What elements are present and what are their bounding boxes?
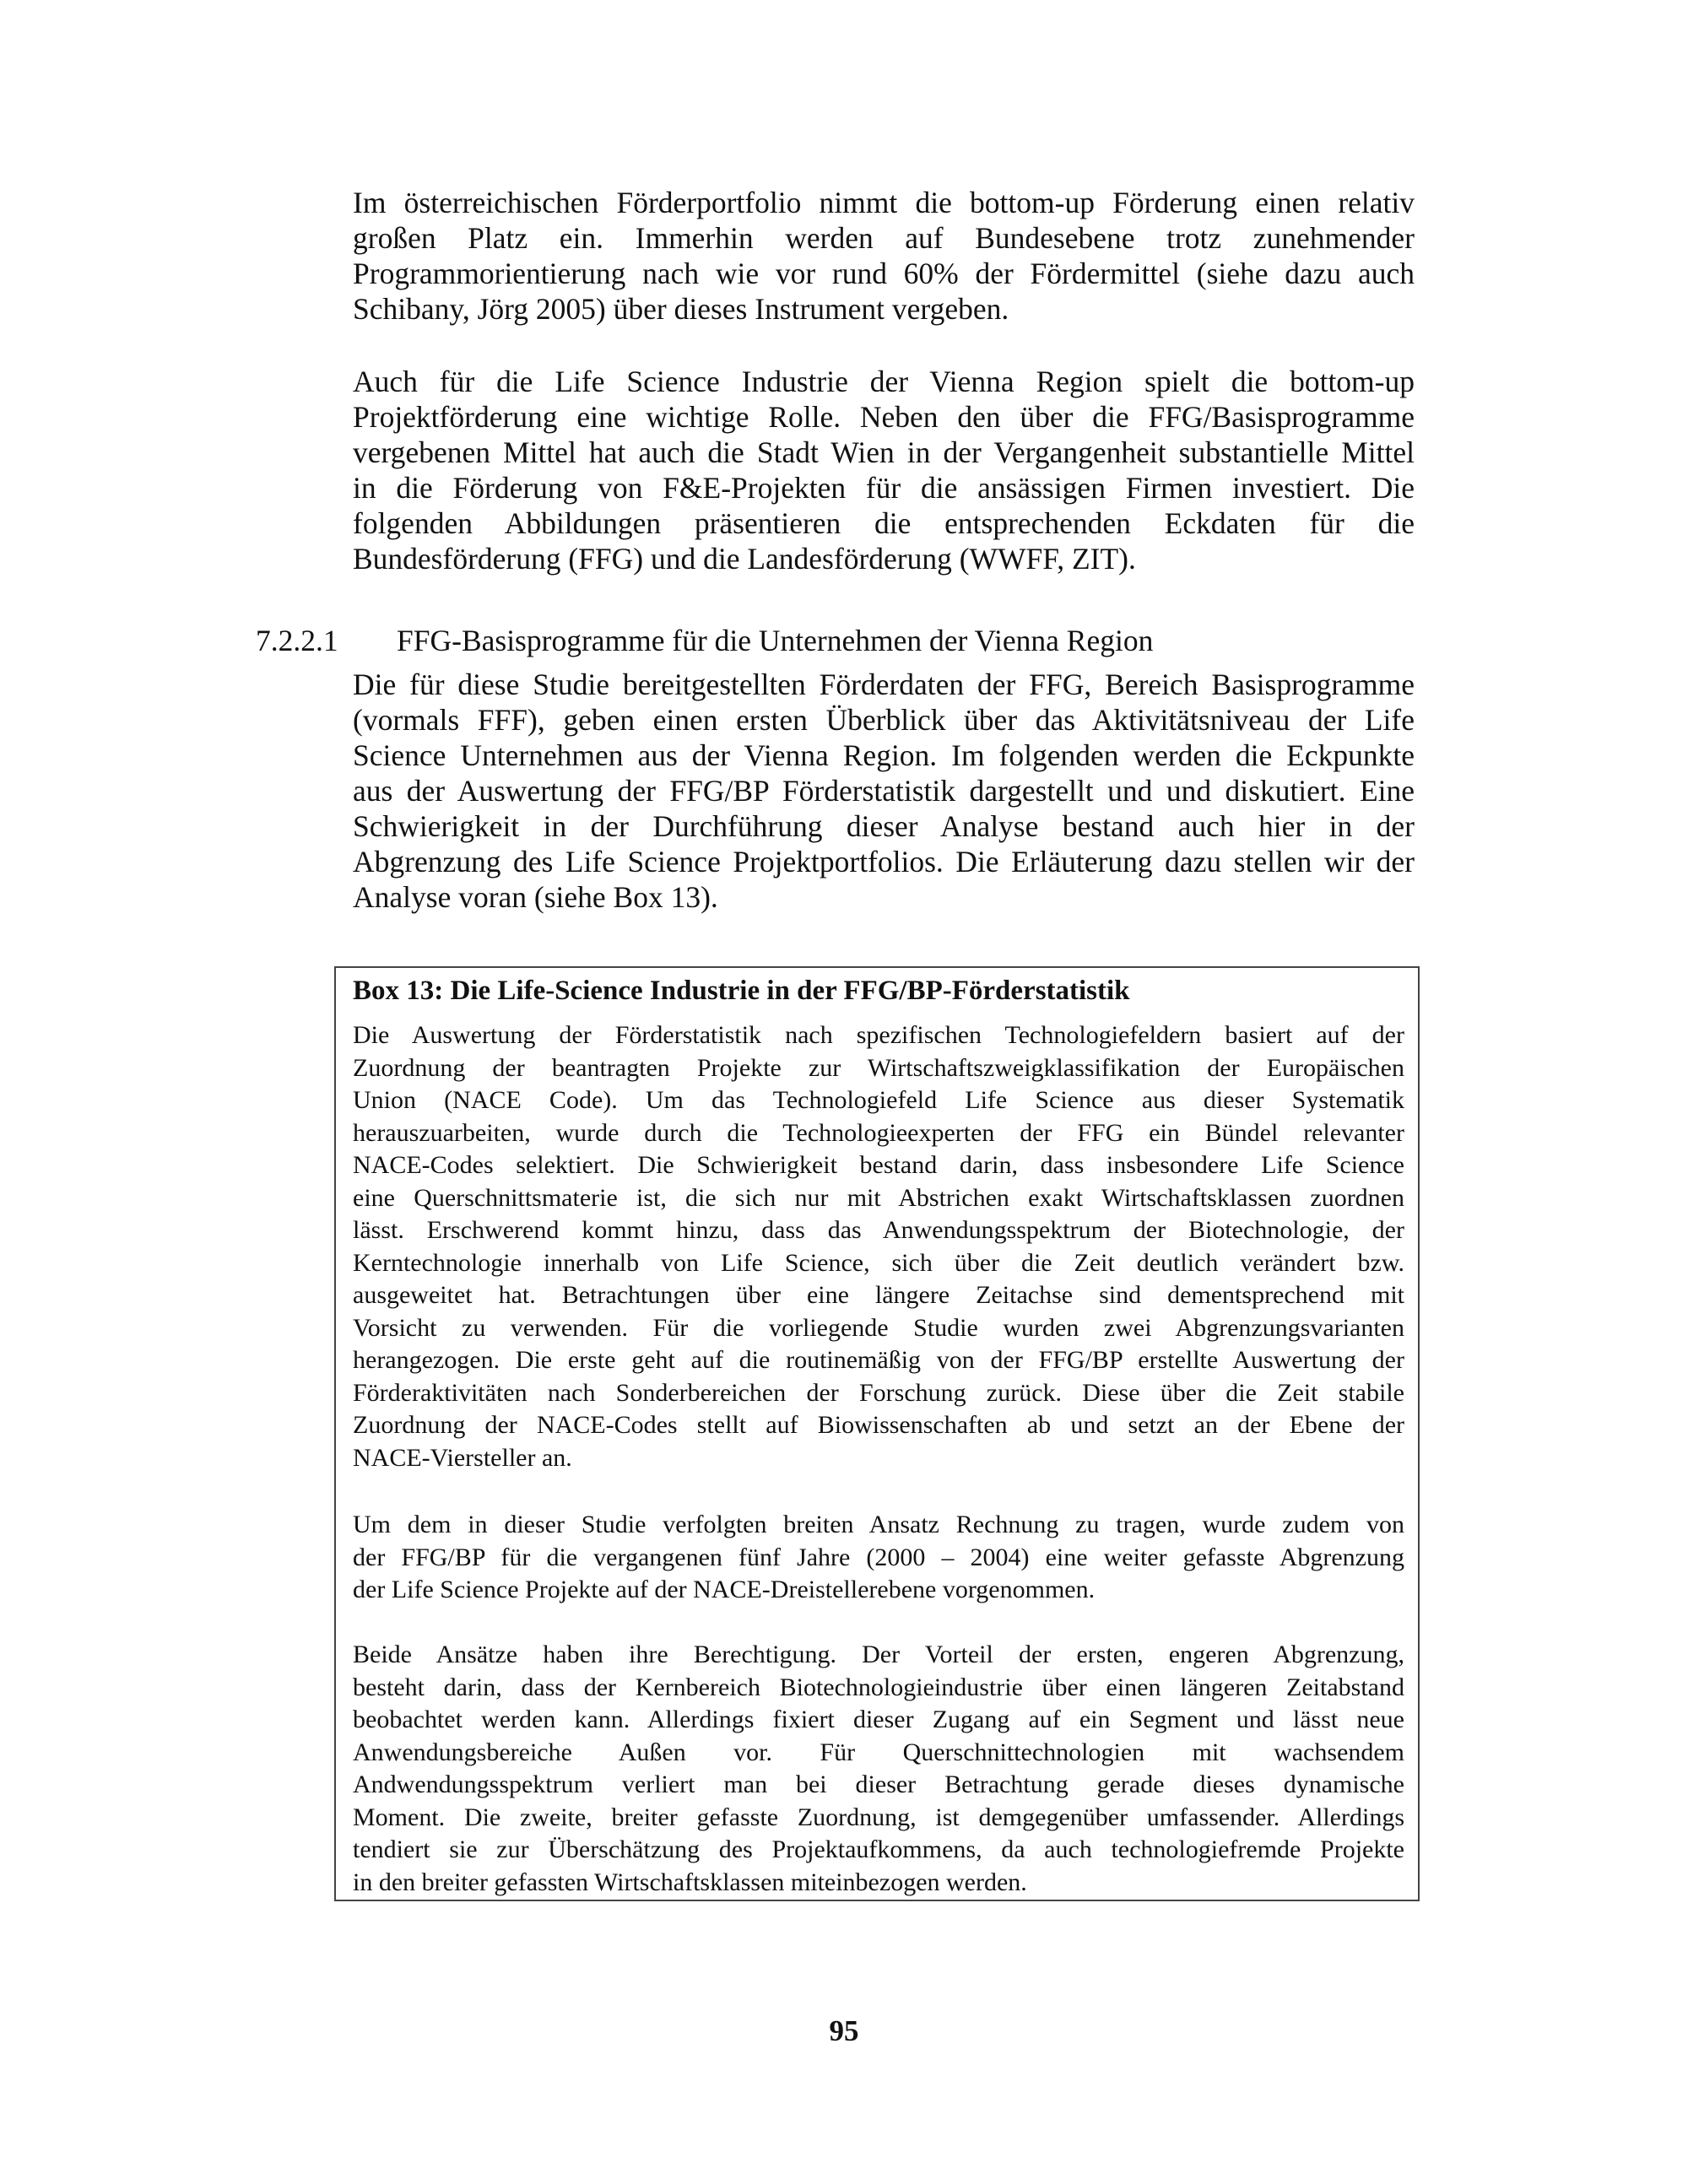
text-line: Schwierigkeit in der Durchführung dieser Analyse bestand auch hier in der: [353, 809, 1415, 843]
text-line: großen Platz ein. Immerhin werden auf Bundesebene trotz zunehmender: [353, 221, 1415, 255]
text-line: herangezogen. Die erste geht auf die routinemäßig von der FFG/BP erstellte Auswertung der: [353, 1346, 1404, 1374]
text-line: Moment. Die zweite, breiter gefasste Zuordnung, ist demgegenüber umfassender. Allerdings: [353, 1803, 1404, 1831]
text-line: Anwendungsbereiche Außen vor. Für Querschnittechnologien mit wachsendem: [353, 1738, 1404, 1766]
page-number: 95: [829, 2014, 859, 2047]
text-line: folgenden Abbildungen präsentieren die entsprechenden Eckdaten für die: [353, 506, 1415, 540]
text-line: NACE-Viersteller an.: [353, 1443, 572, 1472]
text-line: Vorsicht zu verwenden. Für die vorliegende Studie wurden zwei Abgrenzungsvarianten: [353, 1313, 1404, 1342]
section-number: 7.2.2.1: [256, 624, 338, 657]
text-line: in die Förderung von F&E-Projekten für die ansässigen Firmen investiert. Die: [353, 471, 1415, 505]
text-line: Zuordnung der beantragten Projekte zur Wirtschaftszweigklassifikation der Europäischen: [353, 1053, 1404, 1082]
text-line: tendiert sie zur Überschätzung des Projektaufkommens, da auch technologiefremde Projekte: [353, 1835, 1404, 1863]
text-line: (vormals FFF), geben einen ersten Überblick über das Aktivitätsniveau der Life: [353, 703, 1415, 737]
text-line: Union (NACE Code). Um das Technologiefeld Life Science aus dieser Systematik: [353, 1086, 1404, 1114]
text-line: eine Querschnittsmaterie ist, die sich nur mit Abstrichen exakt Wirtschaftsklassen zuordnen: [353, 1183, 1404, 1212]
text-line: Die für diese Studie bereitgestellten Förderdaten der FFG, Bereich Basisprogramme: [353, 668, 1415, 701]
section-heading: FFG-Basisprogramme für die Unternehmen der Vienna Region: [397, 624, 1154, 657]
text-line: Science Unternehmen aus der Vienna Region. Im folgenden werden die Eckpunkte: [353, 738, 1415, 772]
paragraph-life-science-funding: [353, 364, 1415, 576]
text-line: besteht darin, dass der Kernbereich Biotechnologieindustrie über einen längeren Zeitabstand: [353, 1673, 1404, 1701]
box-paragraph-broad-approach: [353, 1509, 1404, 1607]
paragraph-ffg-data: [353, 667, 1415, 915]
text-line: lässt. Erschwerend kommt hinzu, dass das Anwendungsspektrum der Biotechnologie, der: [353, 1216, 1404, 1244]
text-line: Projektförderung eine wichtige Rolle. Neben den über die FFG/Basisprogramme: [353, 400, 1415, 434]
text-line: herauszuarbeiten, wurde durch die Technologieexperten der FFG ein Bündel relevanter: [353, 1118, 1404, 1147]
box-title: Box 13: Die Life-Science Industrie in der FFG/BP-Förderstatistik: [353, 976, 1130, 1006]
text-line: Abgrenzung des Life Science Projektportfolios. Die Erläuterung dazu stellen wir der: [353, 845, 1415, 878]
text-line: beobachtet werden kann. Allerdings fixiert dieser Zugang auf ein Segment und lässt neue: [353, 1706, 1404, 1733]
text-line: der Life Science Projekte auf der NACE-Dreistellerebene vorgenommen.: [353, 1576, 1096, 1603]
text-line: aus der Auswertung der FFG/BP Förderstatistik dargestellt und und diskutiert. Eine: [353, 774, 1415, 808]
text-line: vergebenen Mittel hat auch die Stadt Wien in der Vergangenheit substantielle Mittel: [353, 435, 1415, 469]
text-line: in den breiter gefassten Wirtschaftsklassen miteinbezogen werden.: [353, 1868, 1027, 1896]
text-line: Im österreichischen Förderportfolio nimmt die bottom-up Förderung einen relativ: [353, 186, 1415, 219]
text-line: der FFG/BP für die vergangenen fünf Jahre (2000 – 2004) eine weiter gefasste Abgrenzung: [353, 1543, 1404, 1571]
text-line: Analyse voran (siehe Box 13).: [353, 880, 718, 914]
text-line: Die Auswertung der Förderstatistik nach spezifischen Technologiefeldern basiert auf der: [353, 1021, 1404, 1049]
box-paragraph-both-approaches: [353, 1639, 1404, 1899]
text-line: Bundesförderung (FFG) und die Landesförderung (WWFF, ZIT).: [353, 542, 1136, 576]
text-line: Förderaktivitäten nach Sonderbereichen der Forschung zurück. Diese über die Zeit stabile: [353, 1378, 1404, 1407]
box-paragraph-nace: [353, 1019, 1404, 1474]
text-line: Zuordnung der NACE-Codes stellt auf Biowissenschaften ab und setzt an der Ebene der: [353, 1411, 1404, 1439]
text-line: Um dem in dieser Studie verfolgten breiten Ansatz Rechnung zu tragen, wurde zudem von: [353, 1511, 1404, 1538]
text-line: Kerntechnologie innerhalb von Life Science, sich über die Zeit deutlich verändert bzw.: [353, 1248, 1404, 1277]
text-line: NACE-Codes selektiert. Die Schwierigkeit bestand darin, dass insbesondere Life Science: [353, 1151, 1404, 1179]
text-line: Auch für die Life Science Industrie der Vienna Region spielt die bottom-up: [353, 365, 1415, 398]
text-line: Schibany, Jörg 2005) über dieses Instrument vergeben.: [353, 292, 1009, 326]
text-line: ausgeweitet hat. Betrachtungen über eine längere Zeitachse sind dementsprechend mit: [353, 1281, 1404, 1309]
paragraph-funding-portfolio: [353, 185, 1415, 327]
text-line: Andwendungsspektrum verliert man bei dieser Betrachtung gerade dieses dynamische: [353, 1770, 1404, 1798]
text-line: Programmorientierung nach wie vor rund 60% der Fördermittel (siehe dazu auch: [353, 257, 1415, 290]
text-line: Beide Ansätze haben ihre Berechtigung. Der Vorteil der ersten, engeren Abgrenzung,: [353, 1641, 1404, 1668]
